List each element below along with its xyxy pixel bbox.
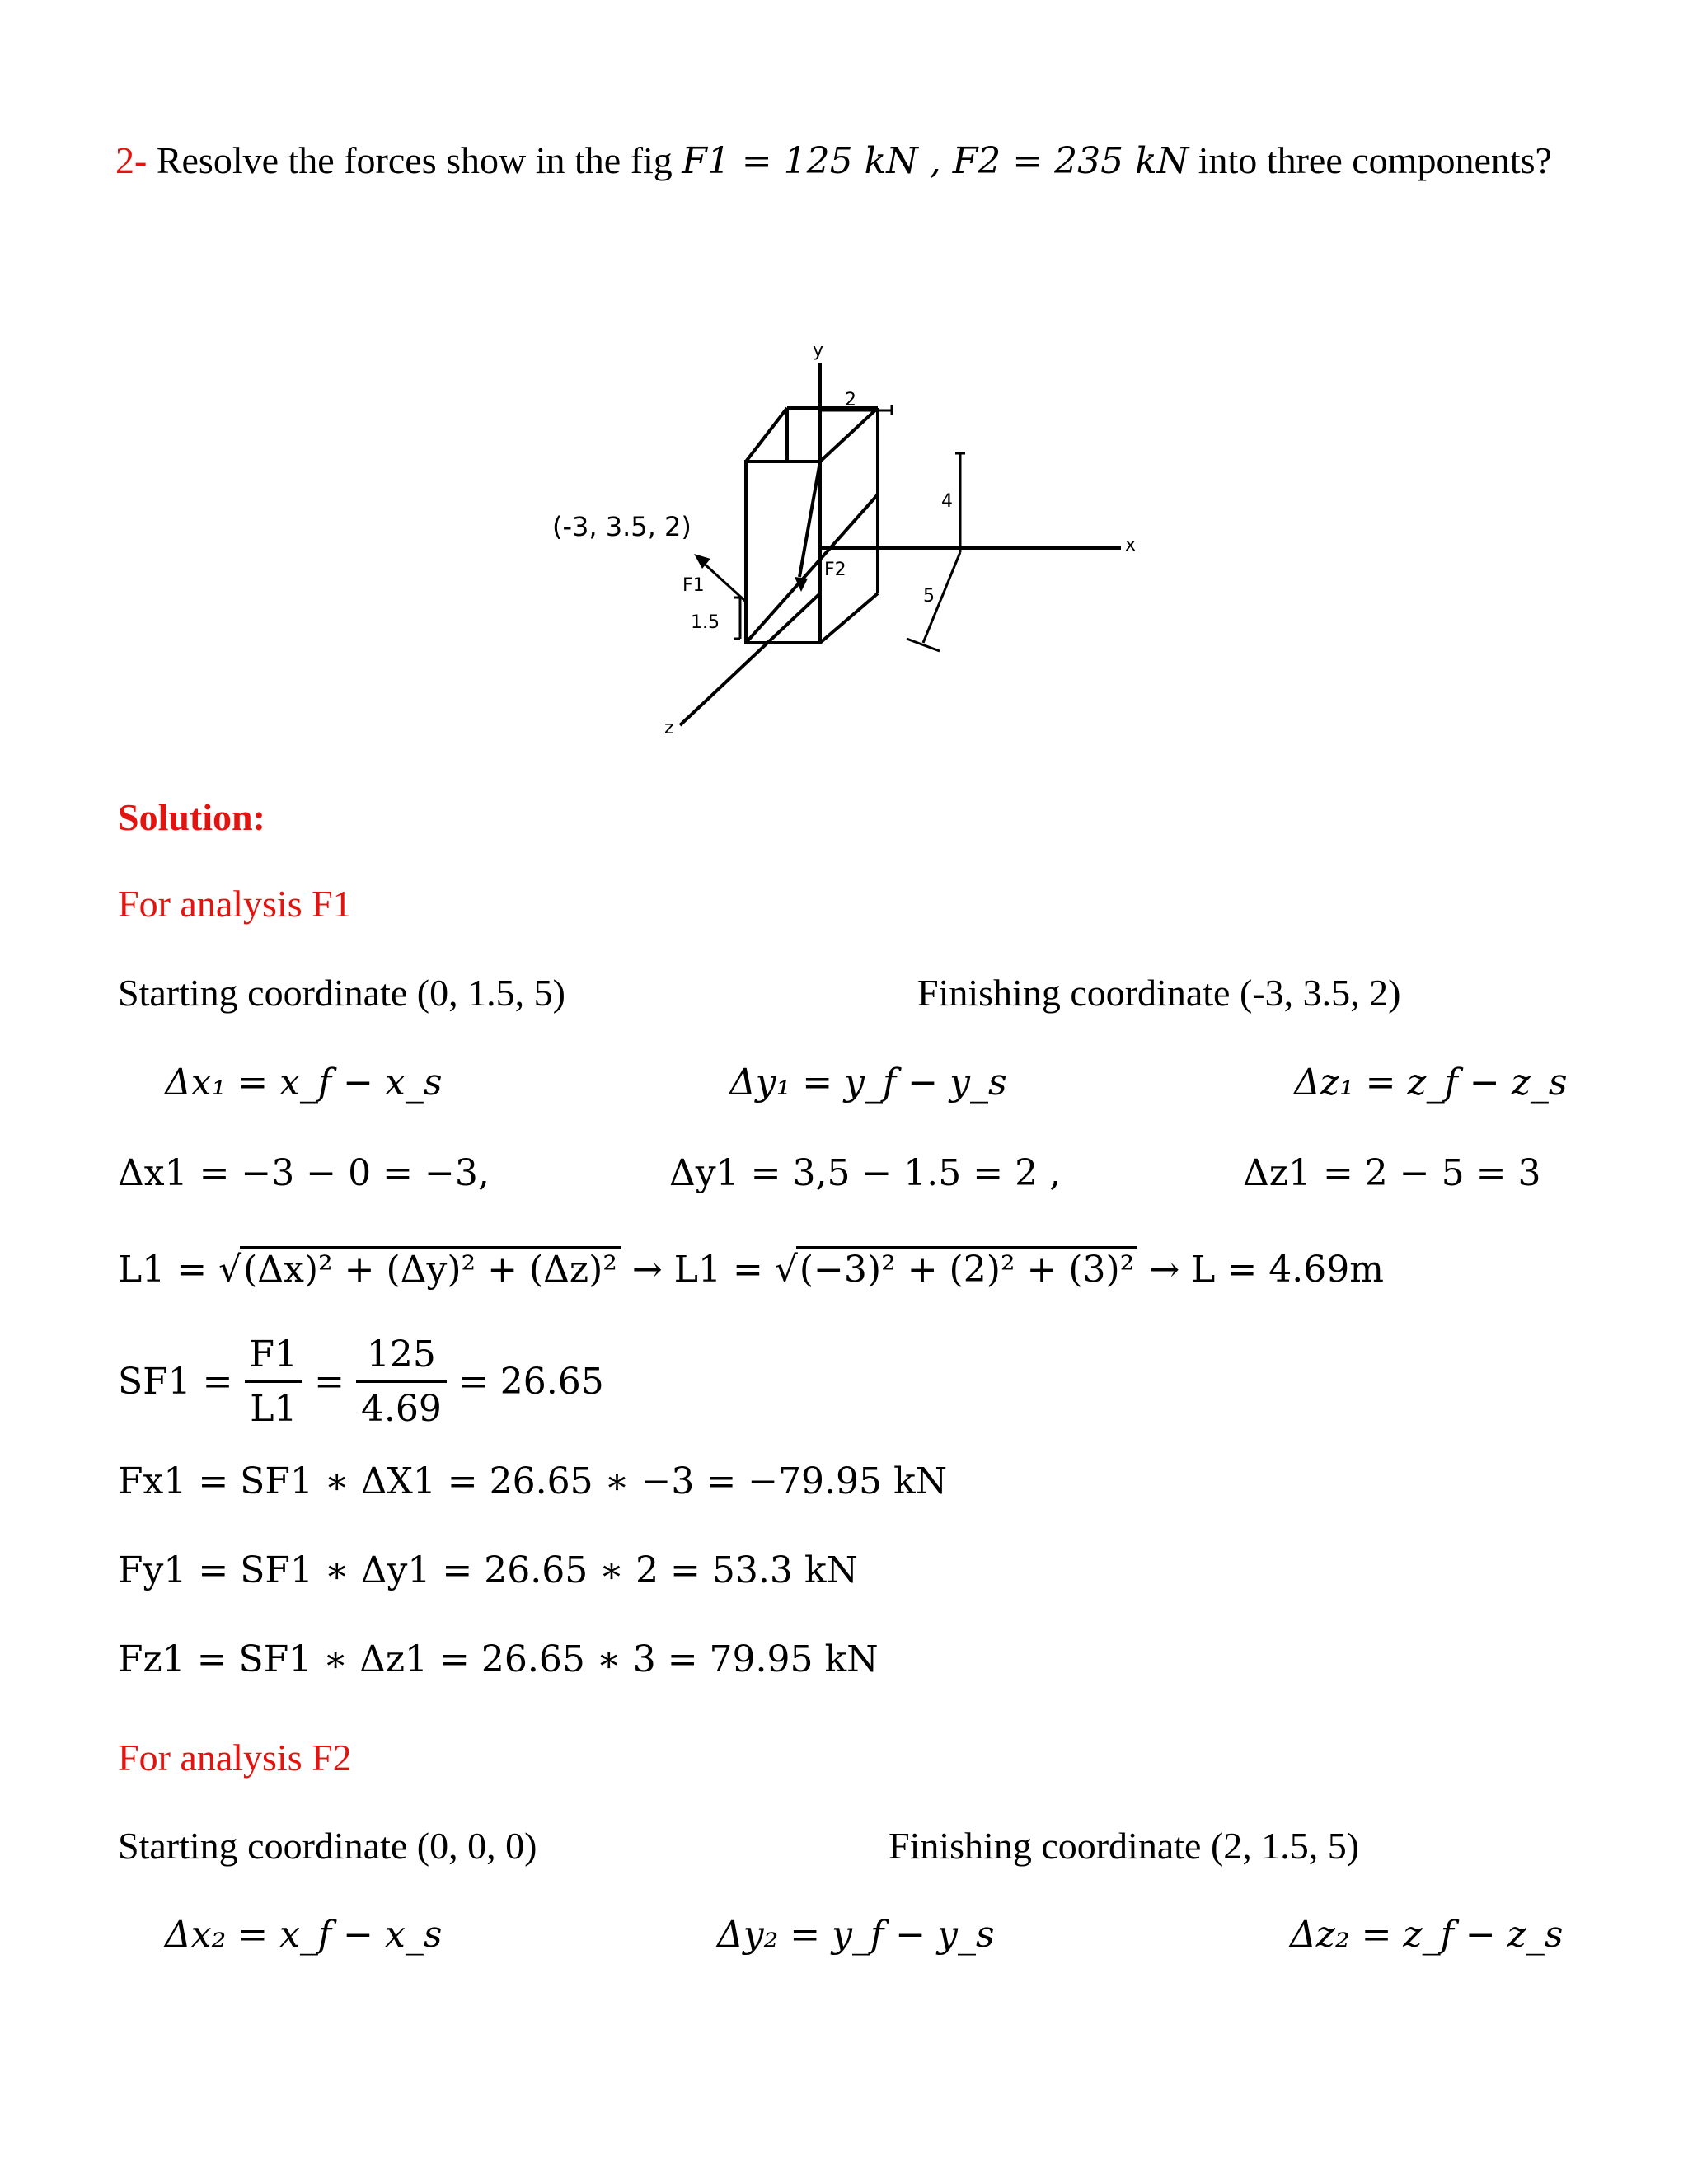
f1-label: F1 xyxy=(682,575,705,596)
f2-finish: Finishing coordinate (2, 1.5, 5) xyxy=(889,1825,1360,1867)
f1-l-mid: → L1 = xyxy=(631,1249,763,1291)
dim-4-label: 4 xyxy=(941,491,953,512)
dim-5-label: 5 xyxy=(923,586,935,607)
f1-dz-formula: Δz₁ = z_f − z_s xyxy=(1294,1062,1568,1104)
question-text: Resolve the forces show in the fig xyxy=(156,139,673,181)
sqrt-symbol: √ xyxy=(218,1249,242,1291)
f1-dy-calc: Δy1 = 3,5 − 1.5 = 2 , xyxy=(669,1152,1062,1194)
f1-l-radicand-1: (Δx)² + (Δy)² + (Δz)² xyxy=(240,1246,621,1291)
f1-l-end: → L = 4.69m xyxy=(1149,1249,1384,1291)
f1-start: Starting coordinate (0, 1.5, 5) xyxy=(118,972,565,1014)
f2-start: Starting coordinate (0, 0, 0) xyxy=(118,1825,537,1867)
f1-dy-formula: Δy₁ = y_f − y_s xyxy=(729,1062,1007,1104)
solution-title: Solution: xyxy=(118,796,265,838)
dim-2-label: 2 xyxy=(845,390,856,410)
f1-l-lhs: L1 = xyxy=(118,1249,208,1291)
f1-l-radicand-2: (−3)² + (2)² + (3)² xyxy=(796,1246,1137,1291)
f1-sf-eq: = xyxy=(314,1361,345,1403)
f2-dx-formula: Δx₂ = x_f − x_s xyxy=(165,1914,443,1956)
question-tail: into three components? xyxy=(1198,139,1552,181)
question-forces: F1 = 125 kN , F2 = 235 kN xyxy=(682,140,1189,182)
f1-sf-fraction-2 xyxy=(356,1333,447,1430)
f1-sf-num-1: F1 xyxy=(245,1333,303,1383)
f1-fz: Fz1 = SF1 ∗ Δz1 = 26.65 ∗ 3 = 79.95 kN xyxy=(118,1638,879,1680)
f1-sf-equation xyxy=(118,1333,604,1430)
f1-sf-num-2: 125 xyxy=(356,1333,447,1383)
question-line xyxy=(115,138,1552,182)
f1-sf-den-1: L1 xyxy=(250,1388,298,1430)
f1-sf-result: = 26.65 xyxy=(457,1361,604,1403)
f1-dx-formula: Δx₁ = x_f − x_s xyxy=(165,1062,443,1104)
f1-fx: Fx1 = SF1 ∗ ΔX1 = 26.65 ∗ −3 = −79.95 kN xyxy=(118,1460,948,1502)
sqrt-symbol: √ xyxy=(774,1249,798,1291)
f1-dz-calc: Δz1 = 2 − 5 = 3 xyxy=(1243,1152,1541,1194)
f1-sf-fraction-1 xyxy=(245,1333,303,1430)
axis-x-label: x xyxy=(1125,535,1137,555)
f1-heading: For analysis F1 xyxy=(118,883,352,925)
f1-sf-den-2: 4.69 xyxy=(360,1388,442,1430)
axis-y-label: y xyxy=(813,340,824,361)
f1-finish: Finishing coordinate (-3, 3.5, 2) xyxy=(917,972,1401,1014)
f2-heading: For analysis F2 xyxy=(118,1736,352,1779)
f1-dx-calc: Δx1 = −3 − 0 = −3, xyxy=(118,1152,490,1194)
f1-fy: Fy1 = SF1 ∗ Δy1 = 26.65 ∗ 2 = 53.3 kN xyxy=(118,1549,859,1591)
f2-label: F2 xyxy=(824,560,846,580)
axis-z-label: z xyxy=(664,718,674,738)
dim-1-5-label: 1.5 xyxy=(691,612,720,633)
f1-sf-lhs: SF1 = xyxy=(118,1361,233,1403)
f2-dz-formula: Δz₂ = z_f − z_s xyxy=(1290,1914,1564,1956)
question-number: 2- xyxy=(115,139,148,181)
f1-length-equation xyxy=(118,1246,1384,1291)
point-label: (-3, 3.5, 2) xyxy=(552,511,692,542)
force-figure xyxy=(511,330,1170,758)
f2-dy-formula: Δy₂ = y_f − y_s xyxy=(717,1914,995,1956)
